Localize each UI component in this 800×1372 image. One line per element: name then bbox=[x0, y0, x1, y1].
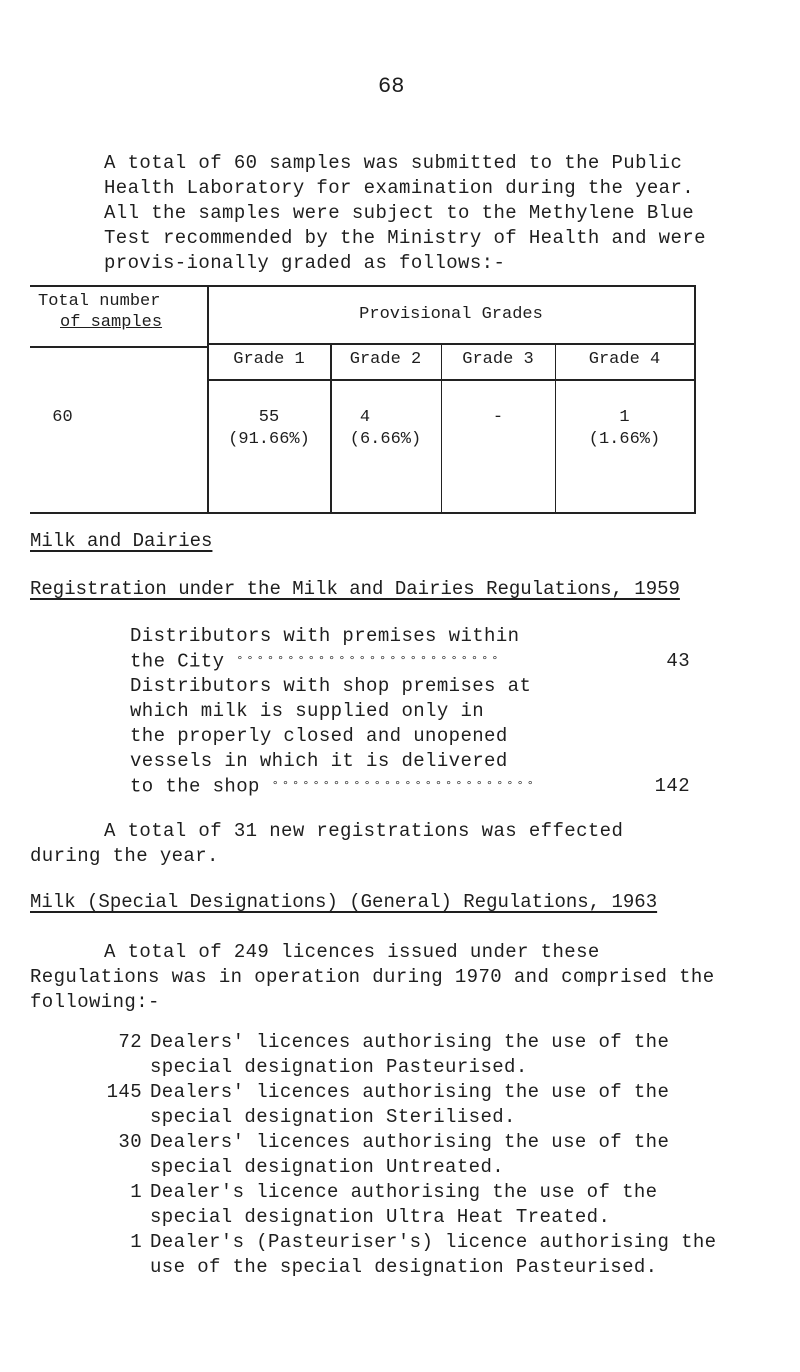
total-samples-header-line2: of samples bbox=[60, 313, 163, 332]
leader-dots: °°°°°°°°°°°°°°°°°°°°°°°°°° bbox=[271, 779, 537, 793]
licence-text: Dealers' licences authorising the use of the special designation Pasteurised. bbox=[150, 1031, 670, 1078]
table-header-rule-left bbox=[30, 346, 208, 348]
grade-4-header: Grade 4 bbox=[588, 350, 661, 369]
licence-count: 1 bbox=[130, 1181, 142, 1203]
special-designations-intro: A total of 249 licences issued under these Regulations was in operation during 1970 and comprised the following:- bbox=[30, 941, 727, 1013]
licence-count: 145 bbox=[106, 1081, 142, 1103]
registration-summary: A total of 31 new registrations was effected during the year. bbox=[30, 820, 636, 867]
registration-item-value: 142 bbox=[654, 775, 690, 797]
table-top-rule bbox=[30, 285, 696, 287]
licence-item bbox=[100, 1080, 740, 1130]
provisional-grades-header: Provisional Grades bbox=[359, 305, 543, 324]
grade-4-percent: (1.66%) bbox=[588, 430, 661, 449]
total-samples-header-line1: Total number bbox=[38, 292, 161, 311]
licence-item bbox=[100, 1180, 740, 1230]
grade-3-header: Grade 3 bbox=[462, 350, 534, 369]
licence-item bbox=[100, 1030, 740, 1080]
licence-text: Dealer's (Pasteuriser's) licence authorising the use of the special designation Pasteurised. bbox=[150, 1231, 717, 1278]
registration-item-line: which milk is supplied only in bbox=[130, 700, 485, 722]
grade-2-header: Grade 2 bbox=[349, 350, 422, 369]
registration-item-line: Distributors with shop premises at bbox=[130, 675, 532, 697]
table-group-rule bbox=[208, 343, 696, 345]
licence-text: Dealers' licences authorising the use of the special designation Sterilised. bbox=[150, 1081, 670, 1128]
special-designations-heading: Milk (Special Designations) (General) Regulations, 1963 bbox=[30, 891, 658, 913]
licence-text: Dealers' licences authorising the use of the special designation Untreated. bbox=[150, 1131, 670, 1178]
registration-item-line: to the shop bbox=[130, 775, 260, 798]
grade-2-percent: (6.66%) bbox=[349, 430, 422, 449]
registration-item-line: vessels in which it is delivered bbox=[130, 750, 508, 772]
registration-item-line: Distributors with premises within bbox=[130, 625, 520, 647]
licence-count: 30 bbox=[118, 1131, 142, 1153]
grade-2-count: 4 bbox=[359, 408, 371, 427]
grade-1-percent: (91.66%) bbox=[228, 430, 310, 449]
grade-1-header: Grade 1 bbox=[233, 350, 305, 369]
registration-item-1 bbox=[130, 624, 690, 674]
licence-item bbox=[100, 1230, 740, 1280]
table-subheader-rule bbox=[208, 379, 696, 381]
grade-3-count: - bbox=[492, 408, 504, 427]
registration-item-line: the properly closed and unopened bbox=[130, 725, 508, 747]
intro-paragraph: A total of 60 samples was submitted to the Public Health Laboratory for examination during the year. All the samples were subject to the Methylene Blue Test recommended by the Ministry of Health and were provis-ionally graded as follows:- bbox=[104, 152, 718, 274]
registration-item-line-dotted bbox=[130, 649, 690, 675]
registration-item-line: the City bbox=[130, 650, 225, 673]
licence-count: 1 bbox=[130, 1231, 142, 1253]
leader-dots: °°°°°°°°°°°°°°°°°°°°°°°°°° bbox=[236, 654, 502, 668]
registration-item-value: 43 bbox=[666, 650, 690, 672]
registration-item-2 bbox=[130, 674, 690, 799]
grade-1-count: 55 bbox=[258, 408, 280, 427]
licence-item bbox=[100, 1130, 740, 1180]
grade-4-count: 1 bbox=[619, 408, 630, 427]
page-number: 68 bbox=[378, 74, 405, 99]
table-bottom-rule bbox=[30, 512, 696, 514]
registration-heading: Registration under the Milk and Dairies Regulations, 1959 bbox=[30, 578, 680, 600]
licence-count: 72 bbox=[118, 1031, 142, 1053]
total-samples-value: 60 bbox=[52, 408, 73, 427]
milk-and-dairies-heading: Milk and Dairies bbox=[30, 530, 213, 552]
registration-item-line-dotted bbox=[130, 774, 690, 800]
table-vrule-right bbox=[694, 285, 696, 512]
licence-text: Dealer's licence authorising the use of the special designation Ultra Heat Treated. bbox=[150, 1181, 658, 1228]
